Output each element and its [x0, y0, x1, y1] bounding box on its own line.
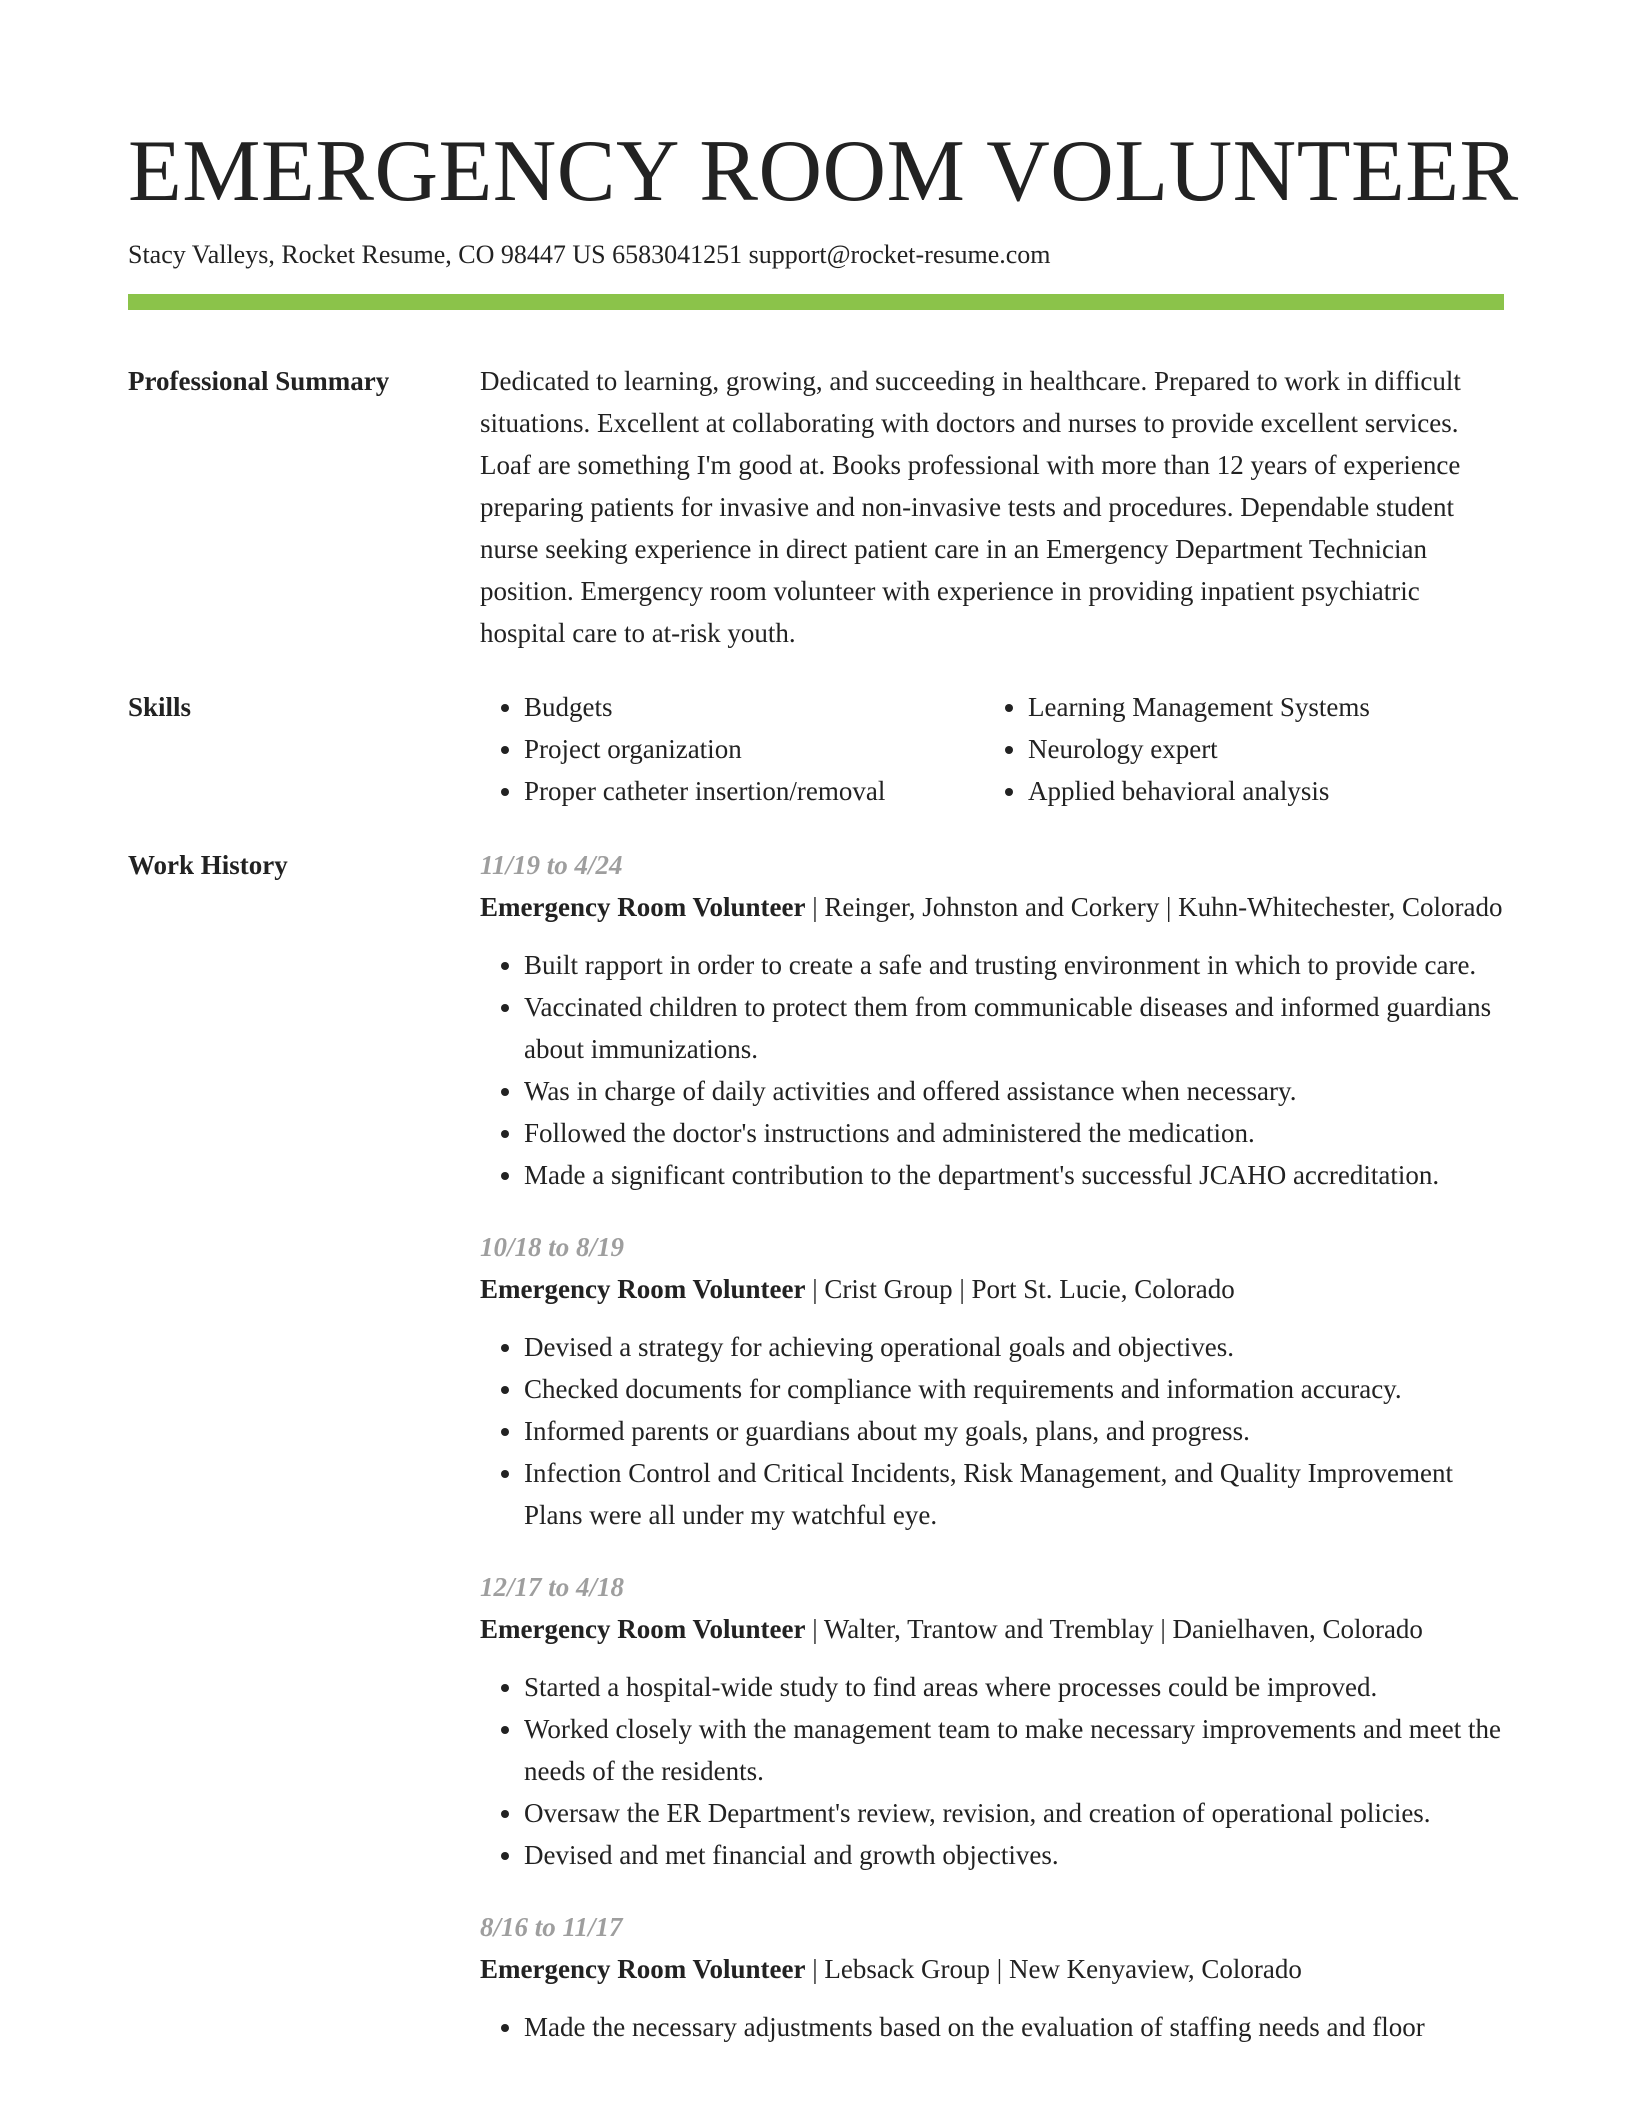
skill-item: • Learning Management Systems	[1028, 686, 1488, 728]
job-heading	[480, 1608, 1504, 1650]
job-heading	[480, 886, 1504, 928]
job-details: | Crist Group | Port St. Lucie, Colorado	[805, 1274, 1235, 1304]
job-details: | Reinger, Johnston and Corkery | Kuhn-Whitechester, Colorado	[805, 892, 1503, 922]
job-bullet: • Devised and met financial and growth objectives.	[524, 1834, 1504, 1876]
work-history-body	[480, 844, 1504, 2078]
job-bullet: • Built rapport in order to create a safe and trusting environment in which to provide care.	[524, 944, 1504, 986]
job-bullet: • Followed the doctor's instructions and administered the medication.	[524, 1112, 1504, 1154]
skills-section	[128, 686, 1504, 812]
job-bullets	[480, 2006, 1504, 2048]
job-bullets	[480, 944, 1504, 1196]
summary-text: Dedicated to learning, growing, and succeeding in healthcare. Prepared to work in difficult situations. Excellent at collaborating with doctors and nurses to provide excellent services. Loaf are something I'm good at. Books professional with more than 12 years of experience preparing patients for invasive and non-invasive tests and procedures. Dependable student nurse seeking experience in direct patient care in an Emergency Department Technician position. Emergency room volunteer with experience in providing inpatient psychiatric hospital care to at-risk youth.	[480, 366, 1461, 648]
summary-body	[480, 360, 1504, 654]
work-history-section	[128, 844, 1504, 2078]
resume-page	[128, 0, 1519, 2078]
job-title: Emergency Room Volunteer	[480, 892, 806, 922]
skill-item: • Neurology expert	[1028, 728, 1488, 770]
summary-heading: Professional Summary	[128, 366, 390, 396]
job-bullet: • Checked documents for compliance with requirements and information accuracy.	[524, 1368, 1504, 1410]
job-bullet: • Made a significant contribution to the department's successful JCAHO accreditation.	[524, 1154, 1504, 1196]
job-entry	[480, 1906, 1504, 2048]
job-entry	[480, 844, 1504, 1196]
job-bullet: • Oversaw the ER Department's review, revision, and creation of operational policies.	[524, 1792, 1504, 1834]
job-title: Emergency Room Volunteer	[480, 1274, 806, 1304]
skills-list-left	[480, 686, 984, 812]
skills-body	[480, 686, 1504, 812]
header-divider	[128, 294, 1504, 310]
skill-item: • Proper catheter insertion/removal	[524, 770, 984, 812]
skill-item: • Project organization	[524, 728, 984, 770]
job-bullet: • Vaccinated children to protect them from communicable diseases and informed guardians about immunizations.	[524, 986, 1504, 1070]
skill-item: • Applied behavioral analysis	[1028, 770, 1488, 812]
job-dates: 12/17 to 4/18	[480, 1572, 625, 1602]
job-title: Emergency Room Volunteer	[480, 1954, 806, 1984]
skills-heading: Skills	[128, 692, 192, 722]
job-title: Emergency Room Volunteer	[480, 1614, 806, 1644]
skills-grid	[480, 686, 1504, 812]
contact-line: Stacy Valleys, Rocket Resume, CO 98447 US 6583041251 support@rocket-resume.com	[128, 240, 1051, 269]
job-bullet: • Made the necessary adjustments based on the evaluation of staffing needs and floor	[524, 2006, 1504, 2048]
work-history-heading: Work History	[128, 850, 288, 880]
job-dates: 10/18 to 8/19	[480, 1232, 625, 1262]
job-bullet: • Infection Control and Critical Incidents, Risk Management, and Quality Improvement Plans were all under my watchful eye.	[524, 1452, 1504, 1536]
job-entry	[480, 1566, 1504, 1876]
job-bullets	[480, 1326, 1504, 1536]
job-bullet: • Was in charge of daily activities and offered assistance when necessary.	[524, 1070, 1504, 1112]
page-title: EMERGENCY ROOM VOLUNTEER	[128, 123, 1519, 220]
job-bullet: • Informed parents or guardians about my goals, plans, and progress.	[524, 1410, 1504, 1452]
job-entry	[480, 1226, 1504, 1536]
job-heading	[480, 1268, 1504, 1310]
summary-section	[128, 360, 1504, 654]
job-dates: 8/16 to 11/17	[480, 1912, 623, 1942]
skill-item: • Budgets	[524, 686, 984, 728]
job-bullet: • Worked closely with the management team to make necessary improvements and meet the needs of the residents.	[524, 1708, 1504, 1792]
job-bullet: • Devised a strategy for achieving operational goals and objectives.	[524, 1326, 1504, 1368]
skills-list-right	[984, 686, 1488, 812]
job-bullets	[480, 1666, 1504, 1876]
job-bullet: • Started a hospital-wide study to find areas where processes could be improved.	[524, 1666, 1504, 1708]
job-heading	[480, 1948, 1504, 1990]
job-dates: 11/19 to 4/24	[480, 850, 623, 880]
job-details: | Walter, Trantow and Tremblay | Danielhaven, Colorado	[805, 1614, 1423, 1644]
job-details: | Lebsack Group | New Kenyaview, Colorado	[805, 1954, 1302, 1984]
